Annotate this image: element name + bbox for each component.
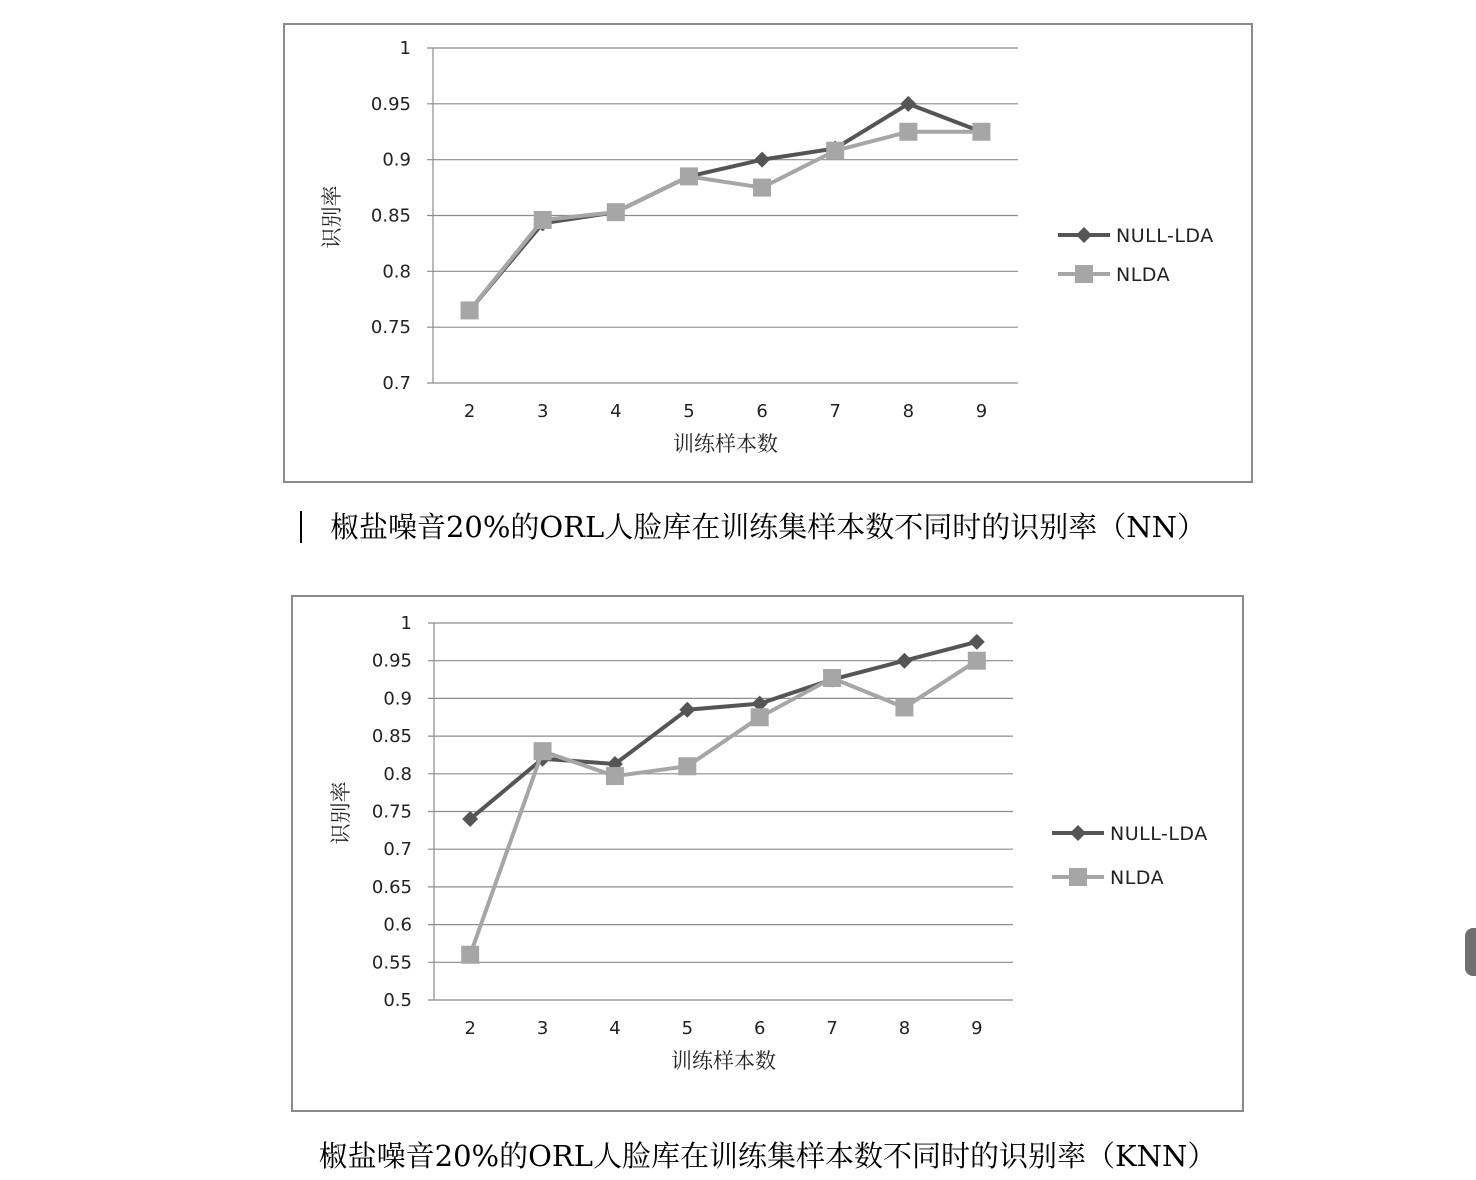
y-tick-label: 0.9 — [382, 149, 411, 171]
x-tick-label: 8 — [898, 1018, 911, 1039]
x-tick-label: 4 — [610, 401, 622, 422]
data-point-nlda — [823, 669, 841, 687]
data-point-null-lda — [754, 152, 770, 168]
y-tick-label: 0.8 — [383, 763, 412, 785]
y-tick-label: 0.55 — [371, 952, 412, 974]
legend-marker — [1076, 227, 1092, 243]
y-tick-label: 0.85 — [371, 726, 412, 748]
y-tick-label: 0.75 — [371, 801, 412, 823]
x-tick-label: 3 — [536, 1018, 549, 1039]
x-tick-label: 2 — [463, 401, 476, 422]
y-tick-label: 1 — [399, 38, 411, 59]
chart-1-frame — [283, 23, 1253, 483]
x-tick-label: 6 — [753, 1018, 766, 1039]
x-tick-label: 5 — [683, 401, 695, 422]
x-tick-label: 5 — [681, 1018, 694, 1039]
y-tick-label: 0.95 — [371, 650, 412, 672]
chart-1-svg — [285, 25, 1251, 481]
data-point-nlda — [680, 167, 698, 185]
x-tick-label: 7 — [826, 1018, 838, 1039]
x-tick-label: 9 — [975, 401, 988, 422]
y-tick-label: 0.7 — [383, 839, 412, 861]
data-point-nlda — [678, 757, 696, 775]
data-point-nlda — [826, 142, 844, 160]
y-tick-label: 0.6 — [383, 914, 412, 936]
x-tick-label: 8 — [902, 401, 915, 422]
data-point-nlda — [461, 301, 479, 319]
y-axis-title: 识别率 — [329, 781, 353, 845]
y-tick-label: 0.75 — [370, 317, 411, 339]
chart-2-frame — [291, 595, 1244, 1112]
x-tick-label: 9 — [971, 1018, 983, 1039]
data-point-nlda — [968, 652, 986, 670]
chart-1-caption: 椒盐噪音20%的ORL人脸库在训练集样本数不同时的识别率（NN） — [329, 510, 1207, 544]
y-tick-label: 0.7 — [382, 373, 411, 394]
legend-marker — [1075, 265, 1093, 283]
y-tick-label: 1 — [400, 613, 412, 634]
y-tick-label: 0.8 — [382, 261, 411, 283]
chart-2-svg — [293, 597, 1242, 1110]
data-point-nlda — [534, 742, 552, 760]
x-axis-title: 训练样本数 — [671, 1049, 776, 1073]
legend-label: NULL-LDA — [1116, 225, 1214, 247]
data-point-nlda — [753, 179, 771, 197]
y-tick-label: 0.9 — [383, 688, 412, 710]
y-axis-title: 识别率 — [320, 185, 344, 249]
y-tick-label: 0.95 — [370, 93, 411, 115]
x-tick-label: 3 — [536, 401, 549, 422]
x-tick-label: 2 — [464, 1018, 476, 1039]
scroll-handle[interactable] — [1465, 928, 1476, 976]
x-axis-title: 训练样本数 — [673, 432, 778, 456]
legend-marker — [1069, 868, 1087, 886]
legend-label: NLDA — [1110, 867, 1165, 889]
data-point-nlda — [607, 203, 625, 221]
legend-label: NULL-LDA — [1110, 823, 1208, 845]
legend-label: NLDA — [1116, 264, 1171, 286]
data-point-nlda — [895, 698, 913, 716]
chart-2-caption: 椒盐噪音20%的ORL人脸库在训练集样本数不同时的识别率（KNN） — [318, 1139, 1217, 1173]
y-tick-label: 0.65 — [371, 876, 412, 898]
data-point-null-lda — [969, 634, 985, 650]
data-point-nlda — [534, 211, 552, 229]
data-point-nlda — [606, 767, 624, 785]
data-point-nlda — [461, 946, 479, 964]
text-cursor — [300, 511, 302, 543]
x-tick-label: 7 — [829, 401, 841, 422]
legend-marker — [1070, 825, 1086, 841]
x-tick-label: 6 — [756, 401, 768, 422]
y-tick-label: 0.5 — [383, 990, 412, 1011]
data-point-nlda — [899, 123, 917, 141]
x-tick-label: 4 — [609, 1018, 621, 1039]
data-point-nlda — [751, 708, 769, 726]
data-point-null-lda — [896, 653, 912, 669]
series-line-null-lda — [470, 642, 977, 819]
data-point-nlda — [972, 123, 990, 141]
y-tick-label: 0.85 — [370, 205, 411, 227]
